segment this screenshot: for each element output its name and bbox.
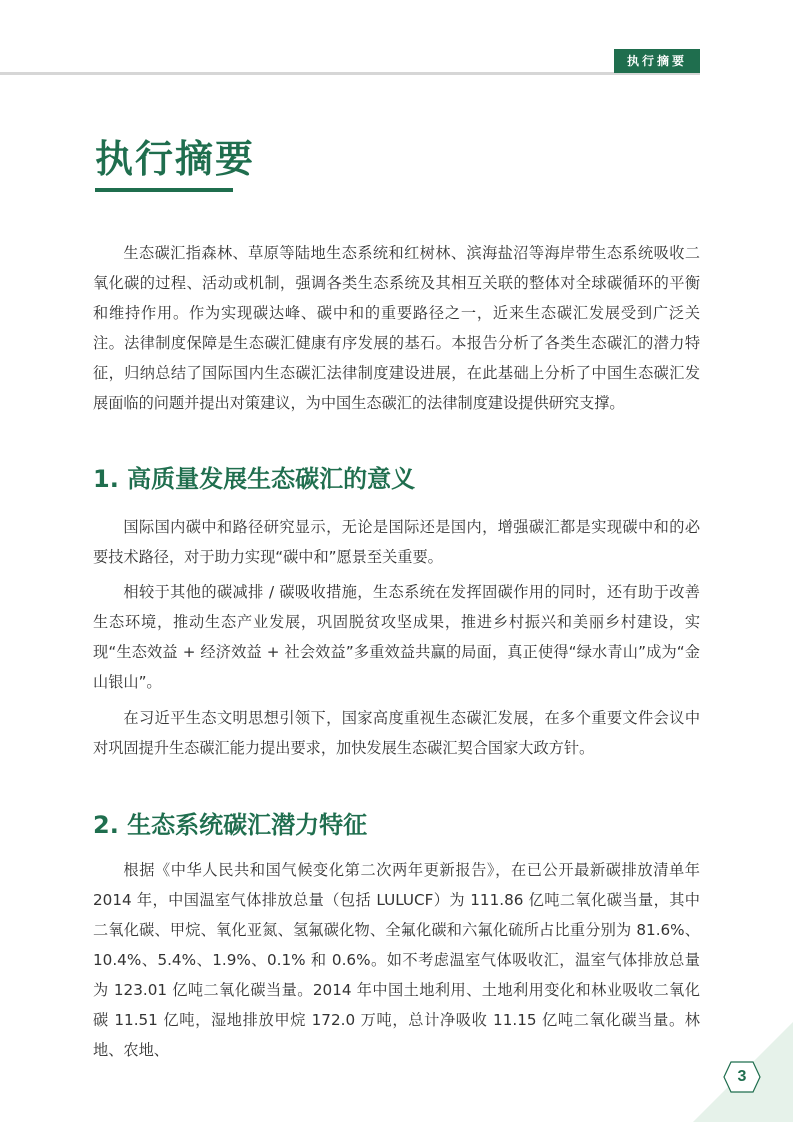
section-1-paragraph: 在习近平生态文明思想引领下，国家高度重视生态碳汇发展，在多个重要文件会议中对巩固提升生态碳汇能力提出要求，加快发展生态碳汇契合国家大政方针。 <box>93 709 700 757</box>
header-divider <box>0 72 700 75</box>
intro-paragraph: 生态碳汇指森林、草原等陆地生态系统和红树林、滨海盐沼等海岸带生态系统吸收二氧化碳的过程、活动或机制，强调各类生态系统及其相互关联的整体对全球碳循环的平衡和维持作用。作为实现碳达峰、碳中和的重要路径之一，近来生态碳汇发展受到广泛关注。法律制度保障是生态碳汇健康有序发展的基石。本报告分析了各类生态碳汇的潜力特征，归纳总结了国际国内生态碳汇法律制度建设进展，在此基础上分析了中国生态碳汇发展面临的问题并提出对策建议，为中国生态碳汇的法律制度建设提供研究支撑。 <box>93 244 700 412</box>
title-underline <box>95 188 233 192</box>
page-number-badge <box>722 1060 762 1094</box>
header-section-tab: 执行摘要 <box>614 49 700 73</box>
section-2-heading: 2. 生态系统碳汇潜力特征 <box>93 811 368 839</box>
page-number: 3 <box>737 1068 747 1085</box>
section-1-heading: 1. 高质量发展生态碳汇的意义 <box>93 465 416 493</box>
section-1-paragraph: 国际国内碳中和路径研究显示，无论是国际还是国内，增强碳汇都是实现碳中和的必要技术路径，对于助力实现“碳中和”愿景至关重要。 <box>93 518 700 566</box>
page-title: 执行摘要 <box>95 137 256 181</box>
section-1-paragraph: 相较于其他的碳减排 / 碳吸收措施，生态系统在发挥固碳作用的同时，还有助于改善生态环境，推动生态产业发展，巩固脱贫攻坚成果，推进乡村振兴和美丽乡村建设，实现“生态效益 + 经济效益 + 社会效益”多重效益共赢的局面，真正使得“绿水青山”成为“金山银山”。 <box>93 583 700 691</box>
section-2-paragraph: 根据《中华人民共和国气候变化第二次两年更新报告》，在已公开最新碳排放清单年2014 年，中国温室气体排放总量（包括 LULUCF）为 111.86 亿吨二氧化碳当量，其中二氧化碳、甲烷、氧化亚氮、氢氟碳化物、全氟化碳和六氟化硫所占比重分别为 81.6%、10.4%、5.4%、1.9%、0.1% 和 0.6%。如不考虑温室气体吸收汇，温室气体排放总量为 123.01 亿吨二氧化碳当量。2014 年中国土地利用、土地利用变化和林业吸收二氧化碳 11.51 亿吨，湿地排放甲烷 172.0 万吨，总计净吸收 11.15 亿吨二氧化碳当量。林地、农地、 <box>93 861 700 1059</box>
